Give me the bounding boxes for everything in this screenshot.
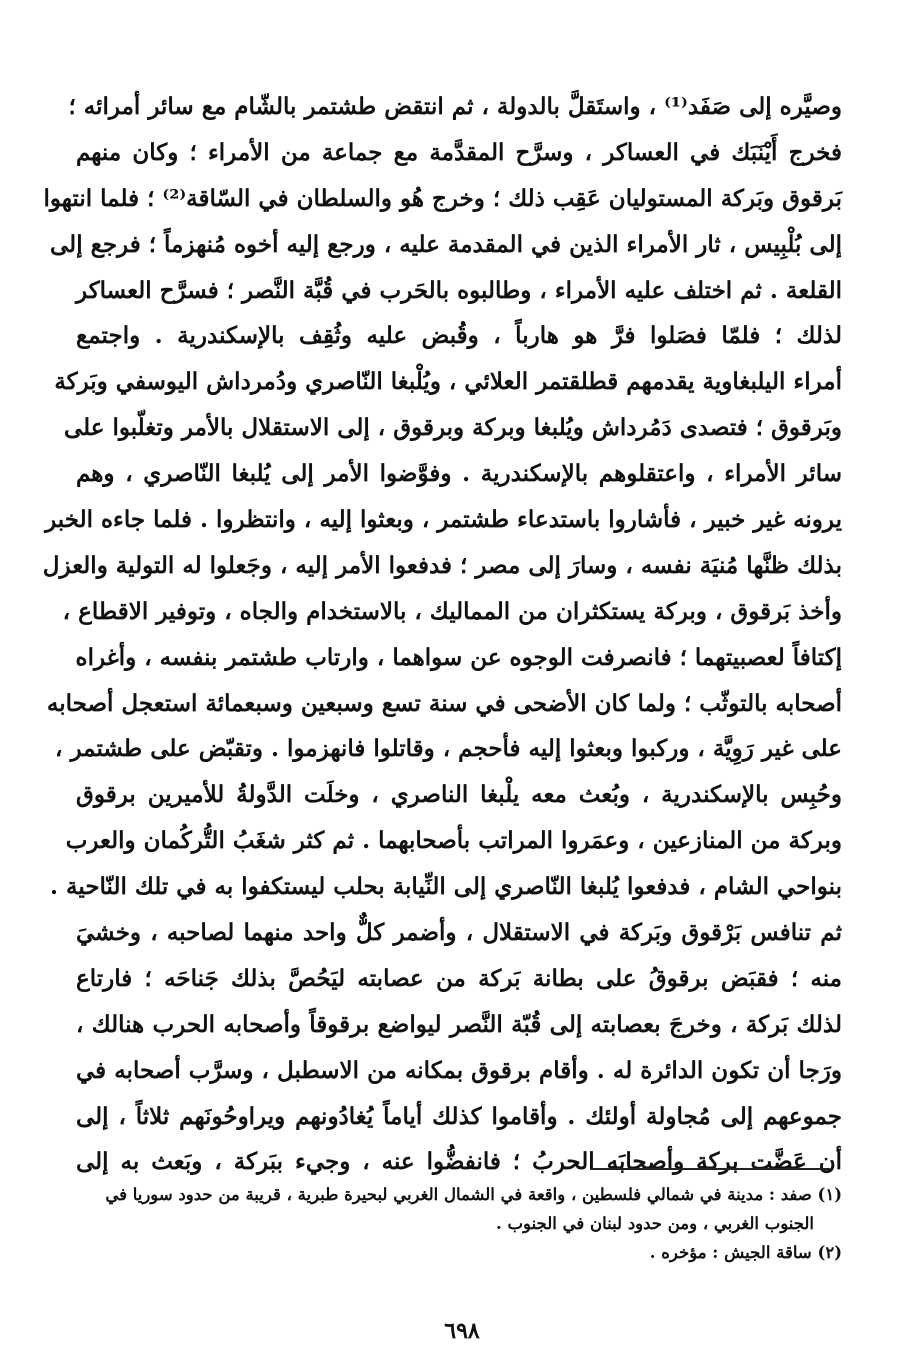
- text-line: لذلك ؛ فلمّا فصَلوا فرَّ هو هارباً ، وقُبض عليه وثُقِف بالإسكندرية . واجتمع: [76, 322, 842, 350]
- text-line: القلعة . ثم اختلف عليه الأمراء ، وطالبوه بالحَرب في قُبَّة النَّصر ؛ فسرَّح العساكر: [76, 276, 842, 304]
- footnote-line: الجنوب الغربي ، ومن حدود لبنان في الجنوب .: [496, 1214, 814, 1233]
- text-line: إكتافاً لعصبيتهما ؛ فانصرفت الوجوه عن سواهما ، وارتاب طشتمر بنفسه ، وأغراه: [75, 643, 842, 671]
- text-line: بنواحي الشام ، فدفعوا يُلبغا النّاصري إلى النِّيابة بحلب ليستكفوا به في تلك النّاحية .: [50, 873, 842, 901]
- text-line: أن عَضَّت بركة وأصحابَه الحربُ ؛ فانفضُّوا عنه ، وجيء ببَركة ، وبَعث به إلى: [76, 1148, 842, 1176]
- main-text: [42, 84, 842, 1185]
- footnote-divider: [590, 1168, 830, 1170]
- text-line: أصحابه بالتوثّب ؛ ولما كان الأضحى في سنة تسع وسبعين وسبعمائة استعجل أصحابه: [46, 689, 842, 717]
- text-line: جموعهم إلى مُجاولة أولئك . وأقاموا كذلك أياماً يُغادُونهم ويراوحُونَهم ثلاثاً ، إلى: [76, 1102, 842, 1130]
- footnote-line: (٢) ساقة الجيش : مؤخره .: [649, 1243, 842, 1262]
- text-line: بَرقوق وبَركة المستوليان عَقِب ذلك ؛ وخرج هُو والسلطان في السّاقة⁽²⁾ ؛ فلما انتهوا: [43, 184, 842, 212]
- text-line: فخرج أَيْنَبَك في العساكر ، وسرَّح المقدَّمة مع جماعة من الأمراء ؛ وكان منهم: [76, 138, 842, 166]
- text-line: وبَرقوق ؛ فتصدى دَمُرداش ويُلبغا وبركة وبرقوق ، إلى الاستقلال بالأمر وتغلّبوا على: [63, 414, 842, 442]
- text-line: منه ؛ فقبَض برقوقُ على بطانة بَركة من عصابته ليَحُصَّ بذلك جَناحَه ؛ فارتاع: [76, 964, 842, 992]
- text-line: ورَجا أن تكون الدائرة له . وأقام برقوق بمكانه من الاسطبل ، وسرَّب أصحابه في: [76, 1056, 842, 1084]
- page-number: ٦٩٨: [444, 1318, 480, 1344]
- text-line: سائر الأمراء ، واعتقلوهم بالإسكندرية . وفوَّضوا الأمر إلى يُلبغا النّاصري ، وهم: [76, 460, 842, 488]
- text-line: يرونه غير خبير ، فأشاروا باستدعاء طشتمر ، وبعثوا إليه ، وانتظروا . فلما جاءه الخبر: [45, 506, 842, 534]
- text-line: وبركة من المنازعين ، وعمَروا المراتب بأصحابهما . ثم كثر شغَبُ التُّركُمان والعرب: [65, 827, 842, 855]
- text-line: بذلك ظنَّها مُنيَة نفسه ، وسارَ إلى مصر ؛ فدفعوا الأمر إليه ، وجَعلوا له التولية والعزل: [42, 551, 842, 579]
- text-line: وحُبِس بالإسكندرية ، وبُعث معه يلْبغا الناصري ، وخلَت الدَّولةُ للأميرين برقوق: [76, 781, 842, 809]
- text-line: أمراء اليلبغاوية يقدمهم قطلقتمر العلائي ، ويُلْبغا النّاصري ودُمرداش اليوسفي وبَركة: [54, 368, 842, 396]
- footnote-line: (١) صفد : مدينة في شمالي فلسطين ، واقعة في الشمال الغربي لبحيرة طبرية ، قريبة من حدود سوريا في: [105, 1185, 842, 1204]
- text-line: وصيَّره إلى صَفَد⁽¹⁾ ، واستَقلَّ بالدولة ، ثم انتقض طشتمر بالشّام مع سائر أمرائه ؛: [68, 93, 842, 120]
- text-line: على غير رَوِيَّة ، وركبوا وبعثوا إليه فأحجم ، وقاتلوا فانهزموا . وتقبّض على طشتمر ،: [55, 735, 842, 763]
- text-line: لذلك بَركة ، وخرجَ بعصابته إلى قُبّة النَّصر ليواضع برقوقاً وأصحابه الحرب هنالك ،: [76, 1010, 842, 1038]
- footnotes: [76, 1180, 842, 1267]
- text-line: ثم تنافس بَرْقوق وبَركة في الاستقلال ، وأضمر كلٌّ واحد منهما لصاحبه ، وخشيَ: [76, 919, 842, 947]
- text-line: إلى بُلْبِيس ، ثار الأمراء الذين في المقدمة عليه ، ورجع إليه أخوه مُنهزماً ؛ فرجع إلى: [50, 230, 842, 258]
- text-line: وأخذ بَرقوق ، وبركة يستكثران من المماليك ، بالاستخدام والجاه ، وتوفير الاقطاع ،: [62, 597, 842, 625]
